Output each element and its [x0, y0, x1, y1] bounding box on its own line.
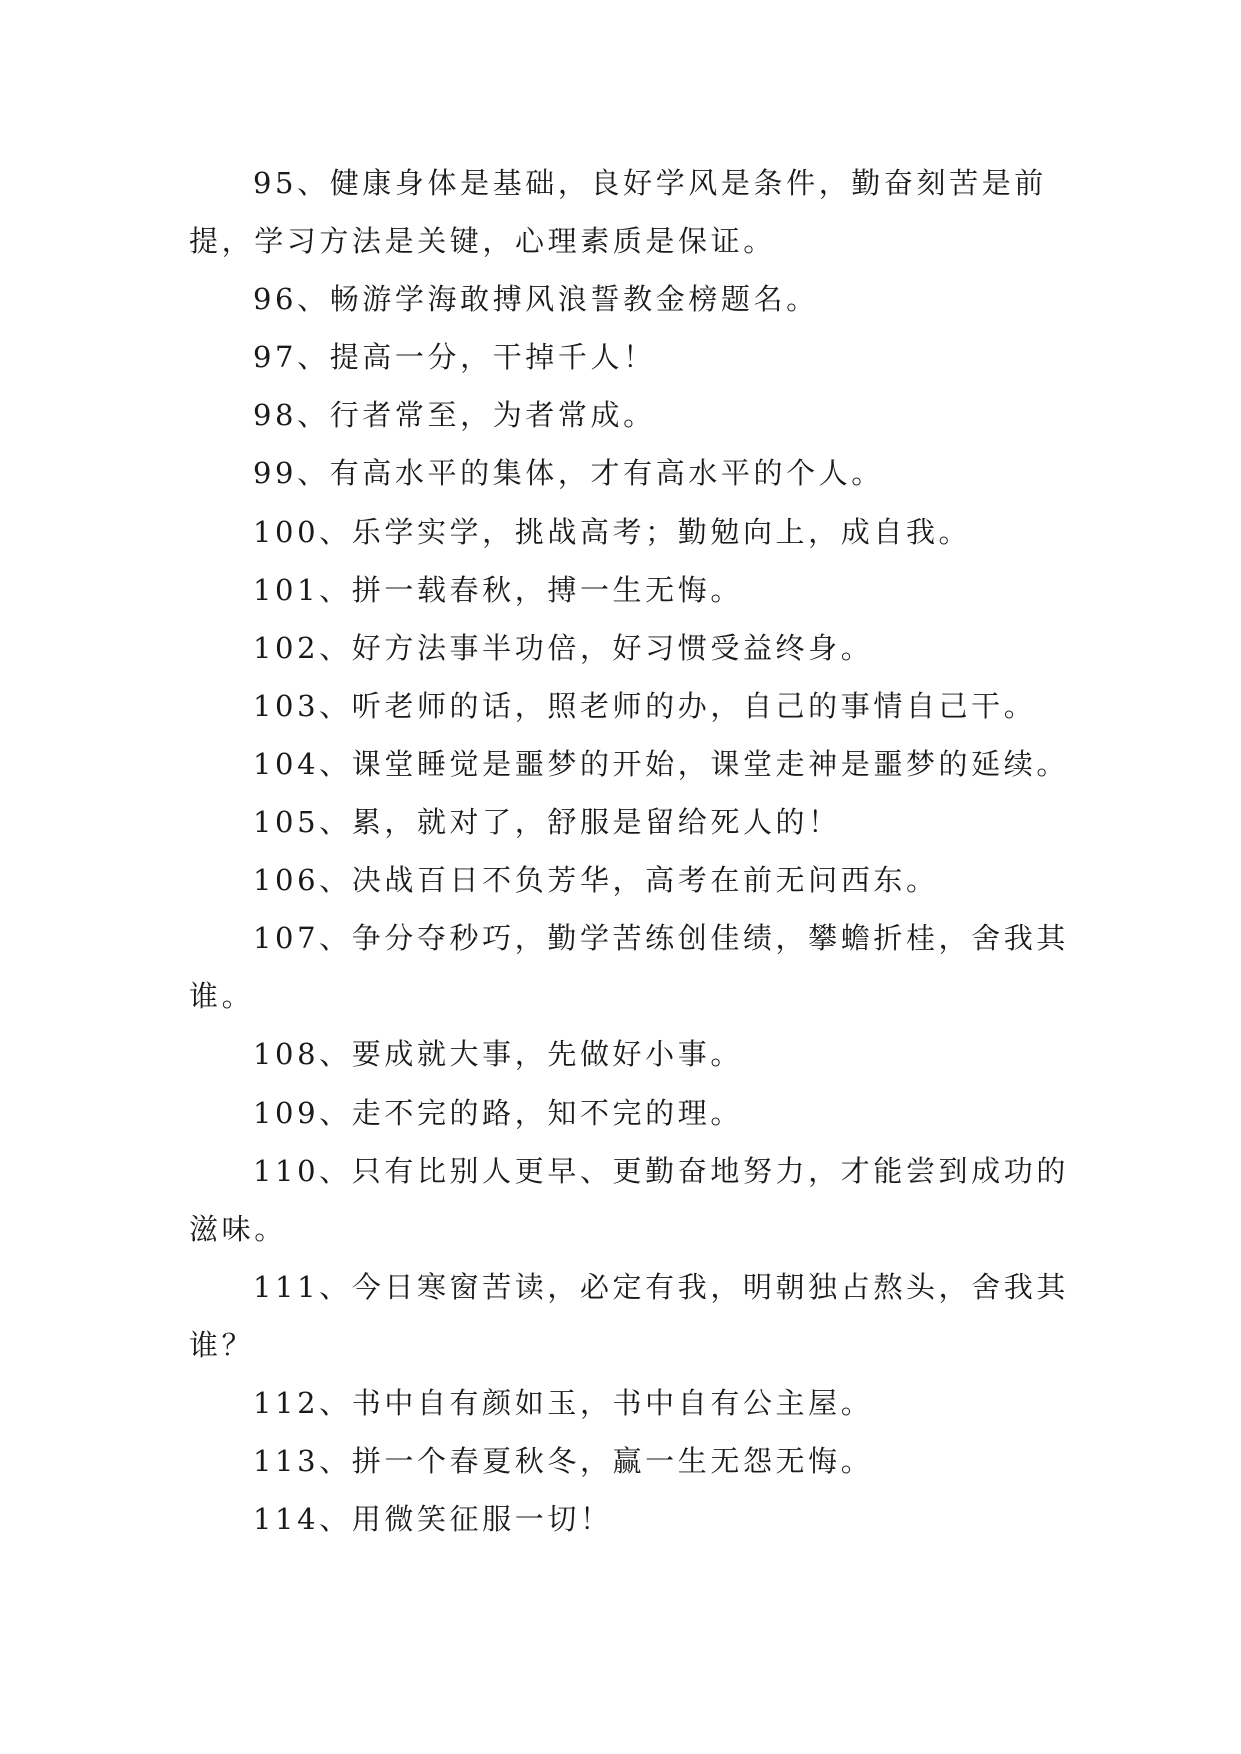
list-item: 103、听老师的话，照老师的办，自己的事情自己干。 — [253, 688, 1037, 723]
list-item: 107、争分夺秒巧，勤学苦练创佳绩，攀蟾折桂，舍我其谁。 — [189, 921, 1069, 1014]
document-body — [189, 154, 1069, 1548]
list-item: 104、课堂睡觉是噩梦的开始，课堂走神是噩梦的延续。 — [253, 746, 1069, 781]
list-item: 96、畅游学海敢搏风浪誓教金榜题名。 — [253, 282, 819, 317]
list-item: 99、有高水平的集体，才有高水平的个人。 — [253, 456, 884, 491]
list-item: 97、提高一分，干掉千人！ — [253, 340, 656, 375]
list-item: 95、健康身体是基础，良好学风是条件，勤奋刻苦是前提，学习方法是关键，心理素质是保证。 — [189, 166, 1047, 259]
list-item: 98、行者常至，为者常成。 — [253, 398, 656, 433]
list-item: 111、今日寒窗苦读，必定有我，明朝独占熬头，舍我其谁？ — [189, 1269, 1069, 1362]
list-item: 110、只有比别人更早、更勤奋地努力，才能尝到成功的滋味。 — [189, 1153, 1069, 1246]
list-item: 105、累，就对了，舒服是留给死人的！ — [253, 805, 841, 840]
list-item: 109、走不完的路，知不完的理。 — [253, 1095, 743, 1130]
list-item: 114、用微笑征服一切！ — [253, 1502, 613, 1537]
list-item: 112、书中自有颜如玉，书中自有公主屋。 — [253, 1385, 874, 1420]
list-item: 108、要成就大事，先做好小事。 — [253, 1037, 743, 1072]
list-item: 113、拼一个春夏秋冬，赢一生无怨无悔。 — [253, 1444, 874, 1479]
list-item: 106、决战百日不负芳华，高考在前无问西东。 — [253, 863, 939, 898]
list-item: 102、好方法事半功倍，好习惯受益终身。 — [253, 630, 874, 665]
list-item: 101、拼一载春秋，搏一生无悔。 — [253, 572, 743, 607]
list-item: 100、乐学实学，挑战高考；勤勉向上，成自我。 — [253, 514, 972, 549]
